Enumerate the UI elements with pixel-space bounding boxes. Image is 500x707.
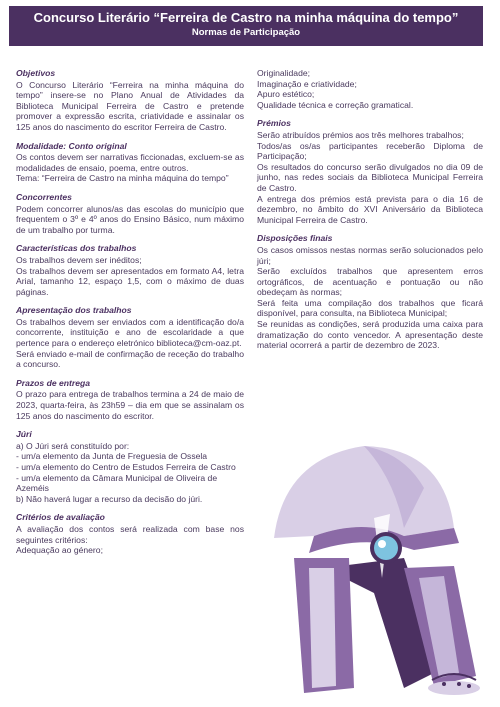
section-prazos: [16, 378, 244, 421]
section-heading: Objetivos: [16, 68, 56, 78]
section-line: a) O Júri será constituído por:: [16, 440, 130, 451]
section-heading: Concorrentes: [16, 191, 72, 202]
document-title: Concurso Literário “Ferreira de Castro na minha máquina do tempo”: [33, 10, 459, 25]
section-apresentacao: [16, 305, 244, 370]
section-juri: [16, 429, 244, 504]
section-text: O Concurso Literário “Ferreira na minha máquina do tempo” insere-se no Plano Anual de Atividades da Biblioteca Municipal Ferreira de Castro e pretende promover a expressão escrita, criatividade e assinalar os 125 anos do nascimento do escritor Ferreira de Castro.: [16, 79, 244, 132]
section-heading: Júri: [16, 429, 32, 440]
section-line: - um/a elemento da Junta de Freguesia de Ossela: [16, 451, 208, 462]
section-line: Os casos omissos nestas normas serão solucionados pelo júri;: [257, 244, 483, 266]
section-text: Os contos devem ser narrativas ficcionadas, excluem-se as modalidades de ensaio, poema, entre outros.: [16, 152, 244, 173]
section-heading: Apresentação dos trabalhos: [16, 305, 132, 316]
section-caracteristicas: [16, 243, 244, 297]
section-line: Adequação ao género;: [16, 545, 103, 556]
section-line: Se reunidas as condições, será produzida uma caixa para dramatização do conto vencedor. A apresentação deste material ocorrerá a partir de dezembro de 2023.: [257, 319, 483, 351]
section-line: Serão atribuídos prémios aos três melhores trabalhos;: [257, 129, 464, 140]
section-objetivos: [16, 68, 244, 133]
document-header: [9, 6, 483, 46]
section-text: Os trabalhos devem ser enviados com a identificação do/a concorrente, instituição e ano de escolaridade a que pertence para o endereço eletrónico biblioteca@cm-oaz.pt.: [16, 316, 244, 349]
section-line: A avaliação dos contos será realizada com base nos seguintes critérios:: [16, 523, 244, 545]
section-line: - um/a elemento do Centro de Estudos Ferreira de Castro: [16, 462, 236, 472]
section-line: Todos/as os/as participantes receberão Diploma de Participação;: [257, 140, 483, 162]
section-text: O prazo para entrega de trabalhos termina a 24 de maio de 2023, quarta-feira, às 23h59 – dia em que se assinalam os 125 anos do nascimento do escritor.: [16, 389, 244, 421]
section-heading: Disposições finais: [257, 233, 333, 244]
section-line: Imaginação e criatividade;: [257, 78, 357, 89]
section-line: Será feita uma compilação dos trabalhos que ficará disponível, para consulta, na Biblioteca Municipal;: [257, 297, 483, 319]
section-heading: Prémios: [257, 118, 291, 129]
time-machine-illustration: [254, 418, 490, 700]
section-heading: Critérios de avaliação: [16, 512, 105, 523]
section-text: Será enviado e-mail de confirmação de receção do trabalho a concurso.: [16, 348, 244, 370]
section-premios: [257, 118, 483, 225]
section-line: Apuro estético;: [257, 89, 315, 100]
right-column: [257, 68, 483, 359]
document-subtitle: Normas de Participação: [191, 27, 301, 38]
section-line: - um/a elemento da Câmara Municipal de Oliveira de Azeméis: [16, 472, 218, 494]
section-criterios-cont: [257, 68, 483, 110]
section-line: Originalidade;: [257, 68, 311, 78]
section-line: Os resultados do concurso serão divulgados no dia 09 de junho, nas redes sociais da Biblioteca Municipal Ferreira de Castro.: [257, 161, 483, 193]
section-line: Os trabalhos devem ser apresentados em formato A4, letra Arial, tamanho 12, espaço 1,5, com o máximo de duas páginas.: [16, 265, 244, 297]
section-text: Tema: “Ferreira de Castro na minha máquina do tempo”: [16, 173, 229, 184]
section-line: Os trabalhos devem ser inéditos;: [16, 254, 142, 265]
section-heading: Características dos trabalhos: [16, 243, 137, 254]
section-line: Qualidade técnica e correção gramatical.: [257, 99, 414, 110]
section-line: A entrega dos prémios está prevista para o dia 16 de dezembro, no âmbito do XVI Aniversário da Biblioteca Municipal Ferreira de Castro.: [257, 193, 483, 225]
section-criterios: [16, 512, 244, 555]
section-text: Podem concorrer alunos/as das escolas do município que frequentem o 3º e 4º anos do Ensino Básico, num máximo de um trabalho por turma.: [16, 203, 244, 235]
section-line: b) Não haverá lugar a recurso da decisão do júri.: [16, 493, 203, 504]
section-concorrentes: [16, 192, 244, 235]
section-modalidade: [16, 141, 244, 184]
section-heading: Prazos de entrega: [16, 377, 91, 388]
left-column: [16, 68, 244, 564]
section-line: Serão excluídos trabalhos que apresentem erros ortográficos, de acentuação e pontuação ou não obedeçam às normas;: [257, 266, 483, 298]
section-heading: Modalidade: Conto original: [16, 140, 127, 151]
section-disposicoes: [257, 233, 483, 351]
